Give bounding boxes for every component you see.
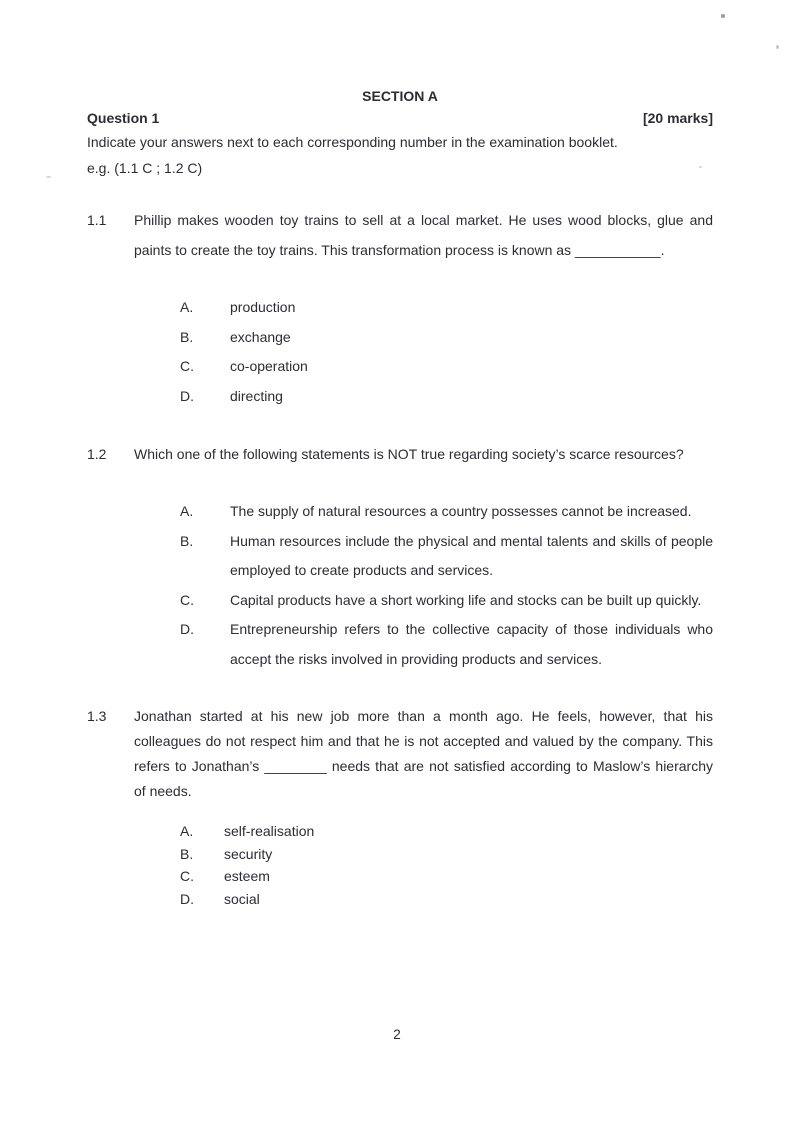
option-row (180, 586, 713, 616)
options-1-2 (180, 497, 713, 674)
option-letter: D. (180, 387, 194, 404)
question-text: Phillip makes wooden toy trains to sell at a local market. He uses wood blocks, glue and paints to create the toy trains. This transformation process is known as ___________. (134, 212, 713, 258)
question-1-1 (87, 205, 713, 265)
question-text: Which one of the following statements is NOT true regarding society’s scarce resources? (134, 446, 684, 462)
page-number: 2 (393, 1027, 401, 1042)
option-letter: C. (180, 358, 194, 374)
option-row (180, 615, 713, 674)
option-letter: B. (180, 328, 194, 345)
option-letter: C. (180, 591, 194, 608)
option-letter: D. (180, 621, 194, 637)
option-text: Capital products have a short working life and stocks can be built up quickly. (230, 591, 702, 608)
example-text: e.g. (1.1 C ; 1.2 C) (87, 160, 203, 176)
option-row (180, 527, 713, 586)
scan-artifact (699, 166, 702, 168)
option-row (180, 820, 713, 843)
option-text: security (224, 845, 273, 862)
option-text: directing (230, 387, 283, 404)
option-row (180, 352, 713, 382)
question-1-3 (87, 704, 713, 804)
option-text: co-operation (230, 358, 308, 374)
option-row (180, 382, 713, 412)
option-text: production (230, 299, 296, 315)
option-row (180, 323, 713, 353)
question-text: Jonathan started at his new job more than a month ago. He feels, however, that his colleagues do not respect him and that he is not accepted and valued by the company. This refers to Jonathan’s ________ needs that are not satisfied according to Maslow’s hierarchy of needs. (134, 708, 713, 799)
question-number: 1.2 (87, 446, 107, 462)
option-row (180, 865, 713, 888)
scan-artifact (721, 14, 725, 18)
instruction-text: Indicate your answers next to each corresponding number in the examination booklet. (87, 134, 618, 150)
question-number: 1.3 (87, 708, 107, 724)
option-text: exchange (230, 328, 291, 345)
option-letter: D. (180, 890, 194, 907)
question-1-2 (87, 439, 713, 469)
options-1-1 (180, 293, 713, 411)
option-letter: A. (180, 823, 194, 839)
option-letter: C. (180, 868, 194, 884)
option-row (180, 497, 713, 527)
scan-artifact (46, 176, 51, 178)
option-text: social (224, 890, 260, 907)
section-title: SECTION A (362, 88, 438, 104)
option-letter: B. (180, 532, 194, 549)
option-text: The supply of natural resources a country possesses cannot be increased. (230, 503, 692, 519)
question-number: 1.1 (87, 212, 107, 228)
option-row (180, 888, 713, 911)
scan-artifact (776, 45, 779, 49)
option-row (180, 843, 713, 866)
option-letter: A. (180, 299, 194, 315)
option-letter: A. (180, 503, 194, 519)
option-letter: B. (180, 845, 194, 862)
option-row (180, 293, 713, 323)
question-title: Question 1 (87, 110, 160, 126)
options-1-3 (180, 820, 713, 910)
question-header-row (87, 108, 713, 129)
option-text: Entrepreneurship refers to the collective capacity of those individuals who accept the risks involved in providing products and services. (230, 621, 713, 667)
marks-label: [20 marks] (642, 110, 713, 126)
option-text: self-realisation (224, 823, 315, 839)
option-text: Human resources include the physical and mental talents and skills of people employed to create products and services. (230, 532, 713, 578)
option-text: esteem (224, 868, 270, 884)
